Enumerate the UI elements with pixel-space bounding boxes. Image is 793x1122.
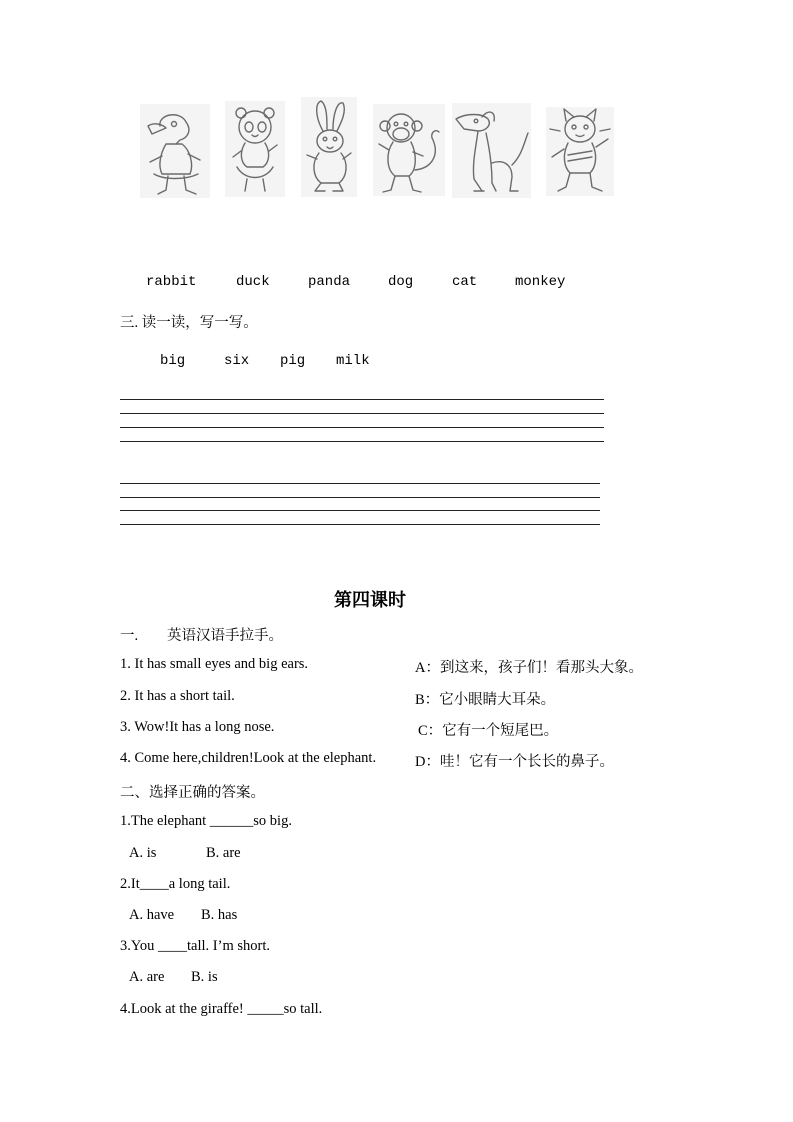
match-right-b: B：它小眼睛大耳朵。 (415, 692, 556, 708)
word-dog: dog (388, 274, 414, 290)
part2-heading: 二、选择正确的答案。 (120, 785, 265, 801)
part1-heading-number: 一. (120, 628, 139, 644)
word-cat: cat (452, 274, 478, 290)
lesson-title: 第四课时 (334, 590, 406, 610)
match-left-4: 4. Come here,children!Look at the elephant. (120, 750, 377, 766)
word-rabbit: rabbit (146, 274, 197, 290)
word-duck: duck (236, 274, 270, 290)
question-2: 2.It____a long tail. (120, 876, 231, 892)
question-1: 1.The elephant ______so big. (120, 813, 292, 829)
section3-word-big: big (160, 353, 186, 369)
dog-icon (452, 103, 531, 198)
duck-icon (140, 104, 210, 198)
section3-word-pig: pig (280, 353, 306, 369)
part1-heading: 英语汉语手拉手。 (167, 628, 283, 644)
writing-line (120, 510, 600, 511)
match-right-d: D：哇！它有一个长长的鼻子。 (415, 754, 614, 770)
writing-line (120, 441, 604, 442)
question-3: 3.You ____tall. I’m short. (120, 938, 270, 954)
match-left-2: 2. It has a short tail. (120, 688, 235, 704)
match-left-3: 3. Wow!It has a long nose. (120, 719, 275, 735)
section3-word-six: six (224, 353, 250, 369)
writing-line (120, 524, 600, 525)
match-right-c: C：它有一个短尾巴。 (418, 723, 559, 739)
match-right-a: A：到这来，孩子们！看那头大象。 (415, 660, 643, 676)
writing-line (120, 427, 604, 428)
panda-picture (225, 101, 285, 197)
match-left-1: 1. It has small eyes and big ears. (120, 656, 309, 672)
question-2-option-b[interactable]: B. has (201, 907, 238, 923)
rabbit-icon (301, 97, 357, 197)
question-1-option-b[interactable]: B. are (206, 845, 241, 861)
monkey-picture (373, 104, 445, 196)
writing-line (120, 483, 600, 484)
rabbit-picture (301, 97, 357, 197)
question-3-option-a[interactable]: A. are (129, 969, 165, 985)
word-panda: panda (308, 274, 351, 290)
cat-picture (546, 107, 614, 196)
section3-word-milk: milk (336, 353, 370, 369)
dog-picture (452, 103, 531, 198)
cat-icon (546, 107, 614, 196)
question-1-option-a[interactable]: A. is (129, 845, 157, 861)
question-2-option-a[interactable]: A. have (129, 907, 175, 923)
panda-icon (225, 101, 285, 197)
writing-line (120, 399, 604, 400)
question-3-option-b[interactable]: B. is (191, 969, 218, 985)
question-4: 4.Look at the giraffe! _____so tall. (120, 1001, 323, 1017)
duck-picture (140, 104, 210, 198)
section3-heading: 三. 读一读，写一写。 (120, 315, 258, 331)
word-monkey: monkey (515, 274, 566, 290)
writing-line (120, 413, 604, 414)
writing-line (120, 497, 600, 498)
monkey-icon (373, 104, 445, 196)
